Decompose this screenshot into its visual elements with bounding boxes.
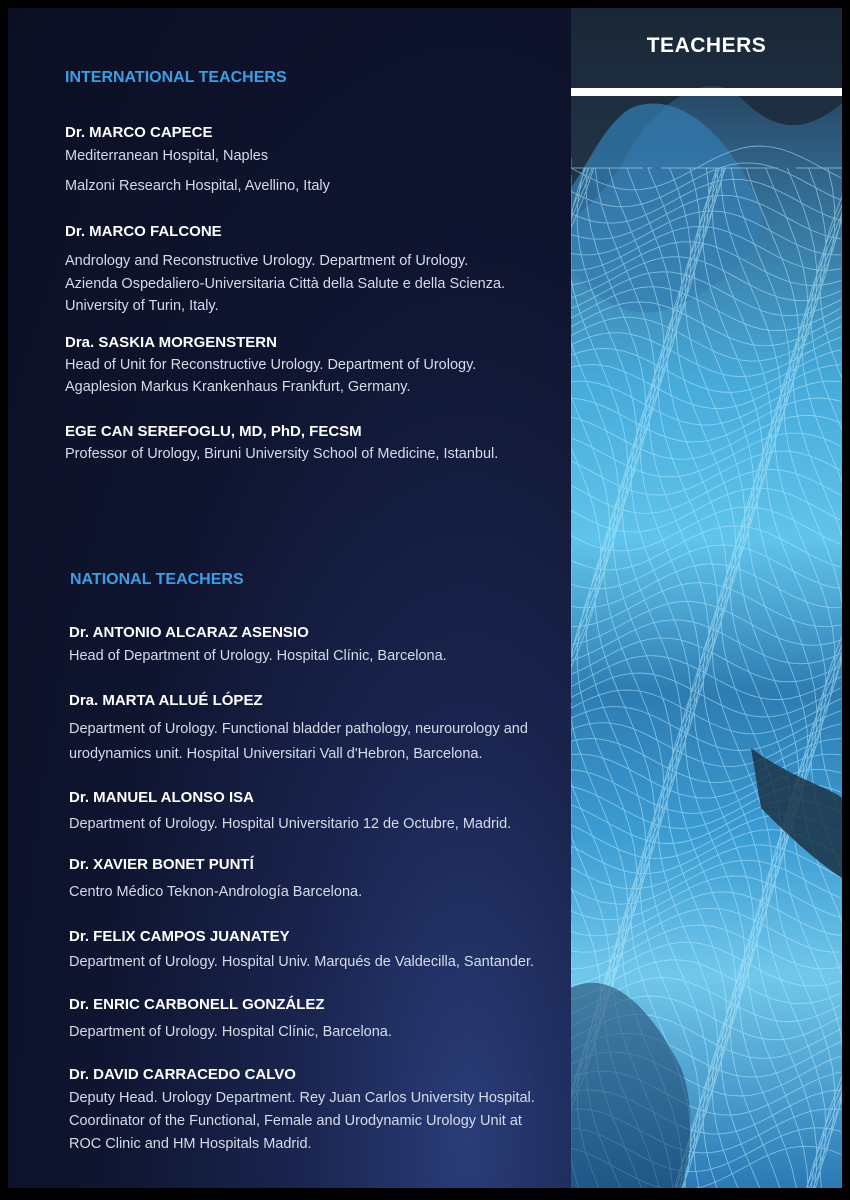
teacher-affiliation: urodynamics unit. Hospital Universitari Vall d'Hebron, Barcelona. xyxy=(69,746,483,762)
international-heading: INTERNATIONAL TEACHERS xyxy=(65,69,287,86)
teacher-name: EGE CAN SEREFOGLU, MD, PhD, FECSM xyxy=(65,423,362,440)
teacher-affiliation: Azienda Ospedaliero-Universitaria Città della Salute e della Scienza. xyxy=(65,276,506,292)
teacher-affiliation: Malzoni Research Hospital, Avellino, Italy xyxy=(65,178,330,194)
mesh-illustration xyxy=(571,8,842,1188)
teacher-name: Dr. MARCO CAPECE xyxy=(65,124,213,141)
teacher-affiliation: University of Turin, Italy. xyxy=(65,298,219,314)
teacher-affiliation: Department of Urology. Hospital Clínic, Barcelona. xyxy=(69,1024,392,1040)
frame-border-right xyxy=(842,0,850,1200)
teacher-name: Dr. MARCO FALCONE xyxy=(65,223,222,240)
teacher-affiliation: Centro Médico Teknon-Andrología Barcelona. xyxy=(69,884,363,900)
teacher-name: Dr. ENRIC CARBONELL GONZÁLEZ xyxy=(69,996,325,1013)
teacher-affiliation: Head of Department of Urology. Hospital Clínic, Barcelona. xyxy=(69,648,447,664)
teacher-affiliation: Mediterranean Hospital, Naples xyxy=(65,148,269,164)
teacher-name: Dr. FELIX CAMPOS JUANATEY xyxy=(69,928,290,945)
teacher-name: Dr. MANUEL ALONSO ISA xyxy=(69,789,255,806)
title-underline-bar xyxy=(571,88,842,96)
teacher-name: Dr. DAVID CARRACEDO CALVO xyxy=(69,1066,296,1083)
national-heading: NATIONAL TEACHERS xyxy=(70,571,244,588)
teacher-affiliation: Coordinator of the Functional, Female and Urodynamic Urology Unit at xyxy=(69,1113,522,1129)
frame-border-top xyxy=(0,0,850,8)
teacher-affiliation: Agaplesion Markus Krankenhaus Frankfurt, Germany. xyxy=(65,379,411,395)
frame-border-bottom xyxy=(0,1188,850,1200)
teacher-affiliation: Professor of Urology, Biruni University School of Medicine, Istanbul. xyxy=(65,446,499,462)
frame-border-left xyxy=(0,0,8,1200)
teacher-name: Dr. ANTONIO ALCARAZ ASENSIO xyxy=(69,624,309,641)
teacher-affiliation: Department of Urology. Functional bladder pathology, neurourology and xyxy=(69,721,528,737)
teacher-affiliation: Head of Unit for Reconstructive Urology. Department of Urology. xyxy=(65,357,477,373)
teacher-affiliation: Andrology and Reconstructive Urology. Department of Urology. xyxy=(65,253,469,269)
teacher-name: Dra. MARTA ALLUÉ LÓPEZ xyxy=(69,692,263,709)
side-image-panel xyxy=(571,8,842,1188)
teacher-name: Dra. SASKIA MORGENSTERN xyxy=(65,334,277,351)
page-title: TEACHERS xyxy=(646,34,767,57)
teacher-name: Dr. XAVIER BONET PUNTÍ xyxy=(69,856,254,873)
teacher-affiliation: Department of Urology. Hospital Univ. Marqués de Valdecilla, Santander. xyxy=(69,954,535,970)
teacher-affiliation: Department of Urology. Hospital Universitario 12 de Octubre, Madrid. xyxy=(69,816,512,832)
teacher-affiliation: ROC Clinic and HM Hospitals Madrid. xyxy=(69,1136,312,1152)
teacher-affiliation: Deputy Head. Urology Department. Rey Juan Carlos University Hospital. xyxy=(69,1090,535,1106)
